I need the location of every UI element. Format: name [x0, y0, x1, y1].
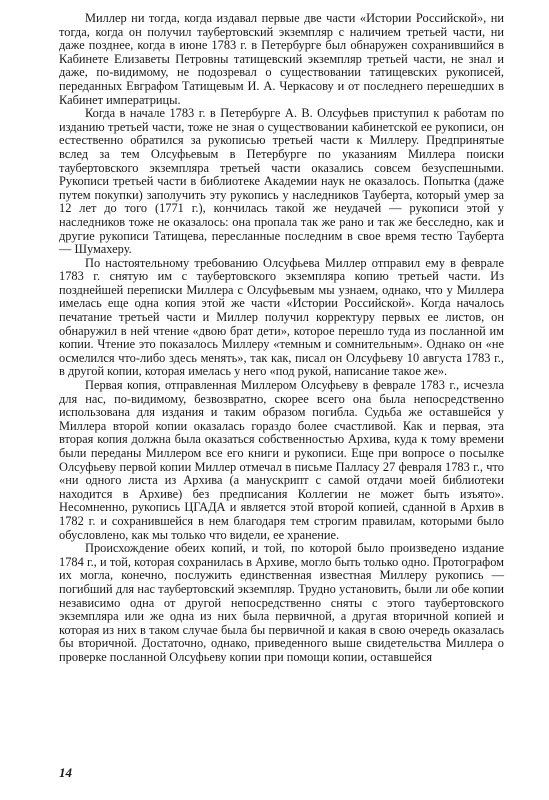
paragraph-4: Первая копия, отправленная Миллером Олсуфьеву в феврале 1783 г., исчезла для нас, по-видимому, безвозвратно, скорее всего она была непосредственно использована для издания и таким образом погибла. Судьба же оставшейся у Миллера второй копии оказалась гораздо более счастливой. Как и первая, эта вторая копия должна была оказаться собственностью Архива, куда к тому времени были переданы Миллером все его книги и рукописи. Еще при вопросе о посылке Олсуфьеву первой копии Миллер отмечал в письме Палласу 27 февраля 1783 г., что «ни одного листа из Архива (а манускрипт с самой отдачи моей библиотеки находится в Архиве) без предписания Коллегии не может быть изъято». Несомненно, рукопись ЦГАДА и является этой второй копией, сданной в Архив в 1782 г. и сохранившейся в нем благодаря тем строгим правилам, которыми было обусловлено, как мы только что видели, ее хранение.	[59, 378, 504, 542]
page-number: 14	[59, 765, 72, 780]
page-body	[59, 12, 504, 665]
paragraph-3: По настоятельному требованию Олсуфьева Миллер отправил ему в феврале 1783 г. снятую им с таубертовского экземпляра копию третьей части. Из позднейшей переписки Миллера с Олсуфьевым мы узнаем, однако, что у Миллера имелась еще одна копия этой же части «Истории Российской». Когда началось печатание третьей части и Миллер получил корректуру первых ее листов, он обнаружил в ней чтение «двою брат дети», которое перешло туда из посланной им копии. Чтение это показалось Миллеру «темным и сомнительным». Однако он «не осмелился что-либо здесь менять», так как, писал он Олсуфьеву 10 августа 1783 г., в другой копии, которая имелась у него «под рукой, написание такое же».	[59, 255, 504, 379]
paragraph-2: Когда в начале 1783 г. в Петербурге А. В. Олсуфьев приступил к работам по изданию третьей части, тоже не зная о существовании кабинетской ее рукописи, он естественно обратился за рукописью третьей части к Миллеру. Предпринятые вслед за тем Олсуфьевым в Петербурге по указаниям Миллера поиски таубертовского экземпляра третьей части оказались совсем безуспешными. Рукописи третьей части в библиотеке Академии наук не оказалось. Попытка (даже путем покупки) заполучить эту рукопись у наследников Тауберта, который умер за 12 лет до того (1771 г.), кончилась такой же неудачей — рукописи этой у наследников тоже не оказалось: она пропала так же рано и так же бесследно, как и другие рукописи Татищева, пересланные последним в свое время тестю Тауберта — Шумахеру.	[59, 106, 504, 257]
paragraph-1: Миллер ни тогда, когда издавал первые две части «Истории Российской», ни тогда, когда он получил таубертовский экземпляр с наличием третьей части, ни даже позднее, когда в июне 1783 г. в Петербурге был обнаружен сохранившийся в Кабинете Елизаветы Петровны татищевский экземпляр третьей части, не знал и даже, по-видимому, не подозревал о существовании татищевских рукописей, переданных Евграфом Татищевым И. А. Черкасову и от последнего перешедших в Кабинет императрицы.	[59, 11, 504, 107]
paragraph-5: Происхождение обеих копий, и той, по которой было произведено издание 1784 г., и той, которая сохранилась в Архиве, могло быть только одно. Протографом их могла, конечно, послужить единственная известная Миллеру рукопись — погибший для нас таубертовский экземпляр. Трудно установить, были ли обе копии независимо одна от другой непосредственно сняты с этого таубертовского экземпляра или же одна из них была первичной, а другая вторичной копией и которая из них в таком случае была бы первичной и какая в свою очередь оказалась бы вторичной. Достаточно, однако, приведенного выше свидетельства Миллера о проверке посланной Олсуфьеву копии при помощи копии, оставшейся	[59, 541, 504, 664]
